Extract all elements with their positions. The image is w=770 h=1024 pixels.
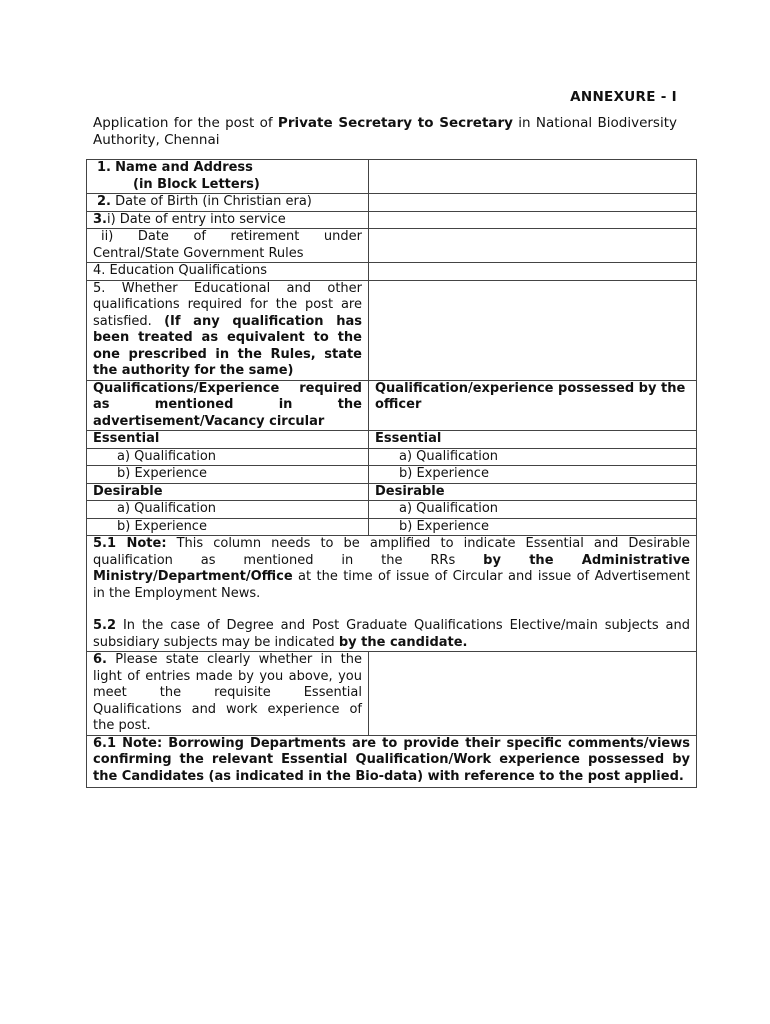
desirable-qualification-field[interactable] <box>369 501 697 519</box>
intro-suffix: in National Biodiversity Authority, Chennai <box>93 115 677 148</box>
post-name: Private Secretary to Secretary <box>277 115 513 131</box>
note-5-1-text-end: at the time of issue of Circular and issue of Advertisement in the Employment News. <box>93 569 690 601</box>
name-address-sub: (in Block Letters) <box>133 176 260 192</box>
requisite-label: Please state clearly whether in the light of entries made by you above, you meet the requisite Essential Qualifications and work experience of the post. <box>93 652 362 733</box>
desirable-experience-right: b) Experience <box>399 518 489 534</box>
row-notes <box>87 536 697 652</box>
essential-qualification-right: a) Qualification <box>399 448 499 464</box>
essential-experience-field[interactable] <box>369 466 697 484</box>
note-5-2-bold: by the candidate. <box>338 634 468 650</box>
retirement-label: ii) Date of retirement under Central/State Government Rules <box>93 229 362 261</box>
note-5-1-label: 5.1 Note: <box>93 536 167 551</box>
possessed-header: Qualification/experience possessed by the officer <box>369 380 697 431</box>
qualification-check-note: (If any qualification has been treated as equivalent to the one prescribed in the Rules, state the authority for the same) <box>93 313 362 378</box>
row-essential-qualification <box>87 448 697 466</box>
name-address-field[interactable] <box>369 160 697 194</box>
essential-qualification-left: a) Qualification <box>117 448 217 464</box>
essential-experience-right: b) Experience <box>399 466 489 481</box>
qualification-check-field[interactable] <box>369 280 697 380</box>
qualification-check-label: 5. Whether Educational and other qualifications required for the post are satisfied. <box>93 280 362 329</box>
note-5-2-text: In the case of Degree and Post Graduate Qualifications Elective/main subjects and subsidiary subjects may be indicated <box>93 618 690 650</box>
intro-paragraph <box>93 115 677 149</box>
entry-service-field[interactable] <box>369 211 697 229</box>
row-number: 3. <box>93 211 107 227</box>
note-6-1: 6.1 Note: Borrowing Departments are to provide their specific comments/views confirming the relevant Essential Qualification/Work experience possessed by the Candidates (as indicated in the Bio-data) with reference to the post applied. <box>87 735 697 788</box>
desirable-qualification-right: a) Qualification <box>399 501 499 516</box>
education-label: 4. Education Qualifications <box>87 263 369 281</box>
desirable-right: Desirable <box>369 483 697 501</box>
essential-experience-left: b) Experience <box>117 466 207 481</box>
annexure-heading: ANNEXURE - I <box>570 89 677 105</box>
row-desirable-experience <box>87 518 697 536</box>
retirement-field[interactable] <box>369 229 697 263</box>
row-dob <box>87 194 697 212</box>
desirable-left: Desirable <box>87 483 369 501</box>
row-education <box>87 263 697 281</box>
row-retirement <box>87 229 697 263</box>
entry-service-label: i) Date of entry into service <box>106 211 286 227</box>
row-essential <box>87 431 697 449</box>
row-column-headers <box>87 380 697 431</box>
desirable-experience-left: b) Experience <box>117 518 207 534</box>
name-address-label: Name and Address <box>115 160 253 175</box>
row-note-6-1 <box>87 735 697 788</box>
row-entry-service <box>87 211 697 229</box>
row-essential-experience <box>87 466 697 484</box>
requisite-number: 6. <box>93 652 107 667</box>
row-requisite <box>87 652 697 736</box>
note-5-1-bold: by the Administrative Ministry/Department/Office <box>93 552 690 584</box>
education-field[interactable] <box>369 263 697 281</box>
note-5-2 <box>93 618 690 651</box>
dob-label: Date of Birth (in Christian era) <box>115 194 312 209</box>
row-number: 2. <box>97 194 111 209</box>
required-header: Qualifications/Experience required as mentioned in the advertisement/Vacancy circular <box>87 380 369 431</box>
note-5-2-label: 5.2 <box>93 618 117 633</box>
desirable-experience-field[interactable] <box>369 518 697 536</box>
application-form-table <box>86 159 697 788</box>
desirable-qualification-left: a) Qualification <box>117 501 217 516</box>
note-5-1-text: This column needs to be amplified to indicate Essential and Desirable qualification as mentioned in the RRs <box>93 536 690 568</box>
requisite-field[interactable] <box>369 652 697 736</box>
row-desirable <box>87 483 697 501</box>
note-5-1 <box>93 536 690 602</box>
essential-left: Essential <box>87 431 369 449</box>
dob-field[interactable] <box>369 194 697 212</box>
row-qualification-check <box>87 280 697 380</box>
row-number: 1. <box>97 160 111 175</box>
essential-qualification-field[interactable] <box>369 448 697 466</box>
row-desirable-qualification <box>87 501 697 519</box>
essential-right: Essential <box>369 431 697 449</box>
intro-prefix: Application for the post of <box>93 115 273 131</box>
row-name-address <box>87 160 697 194</box>
